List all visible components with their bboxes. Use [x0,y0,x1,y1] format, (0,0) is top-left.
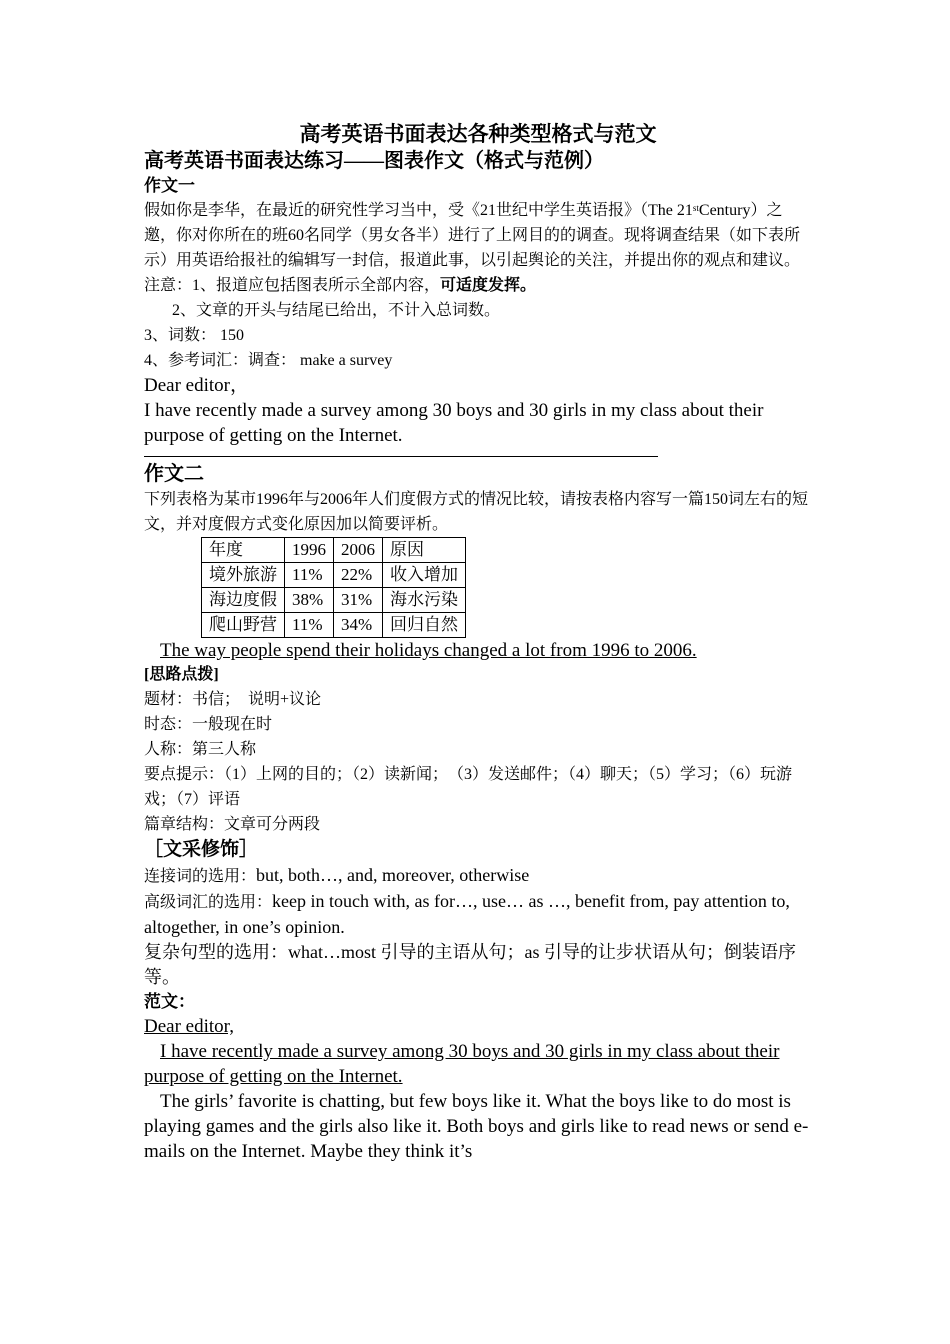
table-cell: 回归自然 [383,613,466,638]
essay1-greeting: Dear editor， [144,375,249,396]
table-cell: 11% [285,563,334,588]
note1-text: 注意：1、报道应包括图表所示全部内容， [144,277,441,294]
essay1-note4: 4、参考词汇：调查： make a survey [144,352,393,369]
table-cell: 海水污染 [383,588,466,613]
sample-intro: I have recently made a survey among 30 boys and 30 girls in my class about their purpose of getting on the Internet. [144,1041,780,1087]
document-subtitle: 高考英语书面表达练习——图表作文（格式与范例） [144,150,604,172]
essay1-note3: 3、词数： 150 [144,327,245,344]
connectives-text: but, both…, and, moreover, otherwise [256,865,530,885]
style-vocab [144,889,812,940]
sample-paragraph: The girls’ favorite is chatting, but few boys like it. What the boys like to do most is playing games and the girls also like it. Both boys and girls like to read news or send e-mails on the Internet. Maybe they think it’s [144,1091,809,1162]
table-cell: 22% [334,563,383,588]
table-header-cell: 1996 [285,538,334,563]
tips-points: 要点提示：（1）上网的目的；（2）读新闻； （3）发送邮件；（4）聊天；（5）学习；（6）玩游戏；（7）评语 [144,766,793,808]
style-connectives [144,863,812,889]
table-row [202,588,466,613]
essay2-opening: The way people spend their holidays changed a lot from 1996 to 2006. [160,640,697,661]
essay1-note2: 2、文章的开头与结尾已给出，不计入总词数。 [172,302,501,319]
holiday-table [201,537,466,638]
answer-line [144,448,658,457]
vocab-text: keep in touch with, as for…, use… as …, benefit from, pay attention to, altogether, in one’s opinion. [144,891,790,937]
superscript-st: st [692,203,699,213]
table-header-row [202,538,466,563]
essay2-heading: 作文二 [144,463,204,485]
table-header-cell: 原因 [383,538,466,563]
essay2-prompt: 下列表格为某市1996年与2006年人们度假方式的情况比较，请按表格内容写一篇150词左右的短文，并对度假方式变化原因加以简要评析。 [144,491,809,533]
table-cell: 收入增加 [383,563,466,588]
vocab-label: 高级词汇的选用： [144,894,273,911]
sample-heading: 范文： [144,992,195,1011]
connectives-label: 连接词的选用： [144,868,257,885]
table-row [202,613,466,638]
note1-bold-text: 可适度发挥。 [440,277,537,294]
essay1-prompt [144,198,812,273]
document-page [144,120,812,1164]
sample-greeting: Dear editor, [144,1016,234,1037]
tips-heading: [思路点拨] [144,666,219,683]
tips-tense: 时态：一般现在时 [144,716,273,733]
essay1-note1 [144,273,812,298]
style-heading: ［文采修饰］ [144,839,259,860]
table-row [202,563,466,588]
table-header-cell: 年度 [202,538,285,563]
essay1-body: I have recently made a survey among 30 boys and 30 girls in my class about their purpose of getting on the Internet. [144,400,764,446]
table-cell: 31% [334,588,383,613]
tips-person: 人称：第三人称 [144,741,257,758]
table-cell: 爬山野营 [202,613,285,638]
table-header-cell: 2006 [334,538,383,563]
table-cell: 11% [285,613,334,638]
document-title: 高考英语书面表达各种类型格式与范文 [299,122,657,146]
tips-topic: 题材：书信； 说明+议论 [144,691,322,708]
essay1-heading: 作文一 [144,176,195,195]
tips-structure: 篇章结构：文章可分两段 [144,816,321,833]
table-cell: 境外旅游 [202,563,285,588]
table-cell: 海边度假 [202,588,285,613]
essay1-prompt-part-b: Century）之邀，你对你所在的班60名同学（男女各半）进行了上网目的的调查。现将调查结果（如下表所示）用英语给报社的编辑写一封信，报道此事，以引起舆论的关注，并提出你的观点和建议。 [144,202,801,269]
essay1-prompt-part-a: 假如你是李华，在最近的研究性学习当中，受《21世纪中学生英语报》（The 21 [144,202,693,219]
table-cell: 38% [285,588,334,613]
style-sentences: 复杂句型的选用：what…most 引导的主语从句；as 引导的让步状语从句；倒装语序等。 [144,942,796,987]
table-cell: 34% [334,613,383,638]
